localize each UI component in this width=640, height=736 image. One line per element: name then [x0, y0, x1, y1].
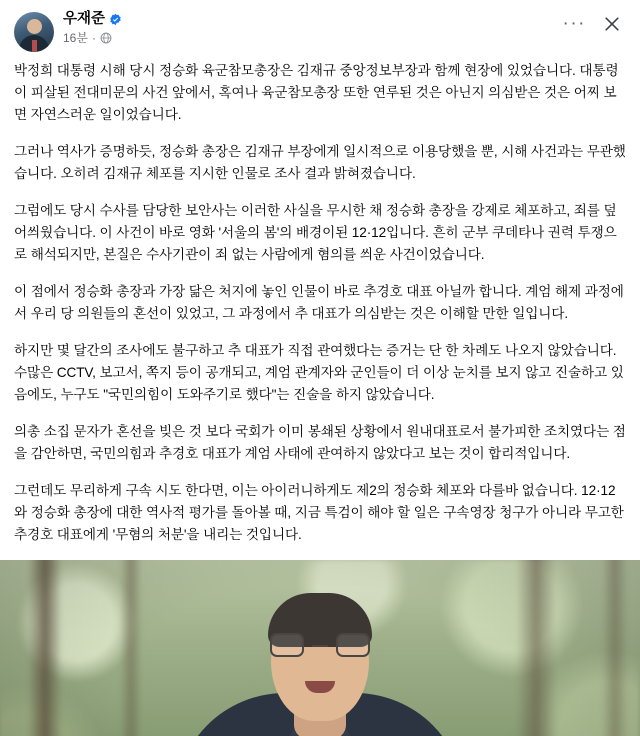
post-photo[interactable]	[0, 560, 640, 736]
avatar-tie	[32, 40, 37, 52]
photo-tree-trunk	[602, 560, 628, 736]
author-line	[63, 10, 563, 29]
meta-separator: ·	[91, 31, 96, 45]
post-paragraph: 그런데도 무리하게 구속 시도 한다면, 이는 아이러니하게도 제2의 정승화 체포와 다를바 없습니다. 12·12와 정승화 총장에 대한 역사적 평가를 돌아볼 때, 지금 특검이 해야 할 일은 구속영장 청구가 아니라 무고한 추경호 대표에게 '무혐의 처분'을 내리는 것입니다.	[14, 483, 624, 543]
close-icon[interactable]	[602, 14, 622, 34]
avatar-head	[27, 19, 42, 34]
subject-glasses-right	[336, 633, 370, 657]
post-paragraph: 이 점에서 정승화 총장과 가장 닮은 처지에 놓인 인물이 바로 추경호 대표 아닐까 합니다. 계엄 해제 과정에서 우리 당 의원들의 혼선이 있었고, 그 과정에서 추 대표가 의심받는 것은 이해할 만한 일입니다.	[14, 284, 624, 322]
post-header	[0, 0, 640, 58]
author-name[interactable]: 우재준	[63, 11, 106, 27]
avatar[interactable]	[14, 12, 54, 52]
globe-icon	[100, 32, 112, 44]
post-paragraph: 하지만 몇 달간의 조사에도 불구하고 추 대표가 직접 관여했다는 증거는 단 한 차례도 나오지 않았습니다. 수많은 CCTV, 보고서, 쪽지 등이 공개되고, 계엄 관계자와 군인들이 더 이상 눈치를 보지 않고 진술하고 있음에도, 누구도 "국민의힘이 도와주기로 했다"는 진술을 하지 않았습니다.	[14, 343, 624, 403]
post-paragraph: 그러나 역사가 증명하듯, 정승화 총장은 김재규 부장에게 일시적으로 이용당했을 뿐, 시해 사건과는 무관했습니다. 오히려 김재규 체포를 지시한 인물로 조사 결과 밝혀졌습니다.	[14, 144, 626, 182]
subject-glasses-bridge	[312, 645, 328, 647]
photo-tree-trunk	[516, 560, 556, 736]
verified-badge-icon	[109, 13, 122, 26]
post-paragraph: 박정희 대통령 시해 당시 정승화 육군참모총장은 김재규 중앙정보부장과 함께 현장에 있었습니다. 대통령이 피살된 전대미문의 사건 앞에서, 혹여나 육군참모총장 또한 연루된 것은 아닌지 의심받은 것은 어찌 보면 자연스러운 일이었습니다.	[14, 63, 619, 123]
subject-glasses-left	[270, 633, 304, 657]
post-author-block	[63, 10, 563, 45]
post-paragraph: 그럼에도 당시 수사를 담당한 보안사는 이러한 사실을 무시한 채 정승화 총장을 강제로 체포하고, 죄를 덮어씌웠습니다. 이 사건이 바로 영화 '서울의 봄'의 배경이된 12·12입니다. 흔히 군부 쿠데타나 권력 투쟁으로 해석되지만, 본질은 수사기관이 죄 없는 사람에게 혐의를 씌운 사건이었습니다.	[14, 203, 617, 263]
photo-tree-trunk	[28, 560, 62, 736]
post-meta	[63, 31, 563, 45]
post-timestamp[interactable]: 16분	[63, 31, 88, 45]
photo-subject	[170, 573, 470, 736]
photo-tree-trunk	[120, 560, 142, 736]
post-header-actions	[563, 14, 626, 34]
more-options-button[interactable]: ···	[562, 13, 586, 34]
post-paragraph: 의총 소집 문자가 혼선을 빚은 것 보다 국회가 이미 봉쇄된 상황에서 원내대표로서 불가피한 조치였다는 점을 감안하면, 국민의힘과 추경호 대표가 계엄 사태에 관여하지 않았다고 보는 것이 합리적입니다.	[14, 424, 626, 462]
post-text	[0, 58, 640, 560]
